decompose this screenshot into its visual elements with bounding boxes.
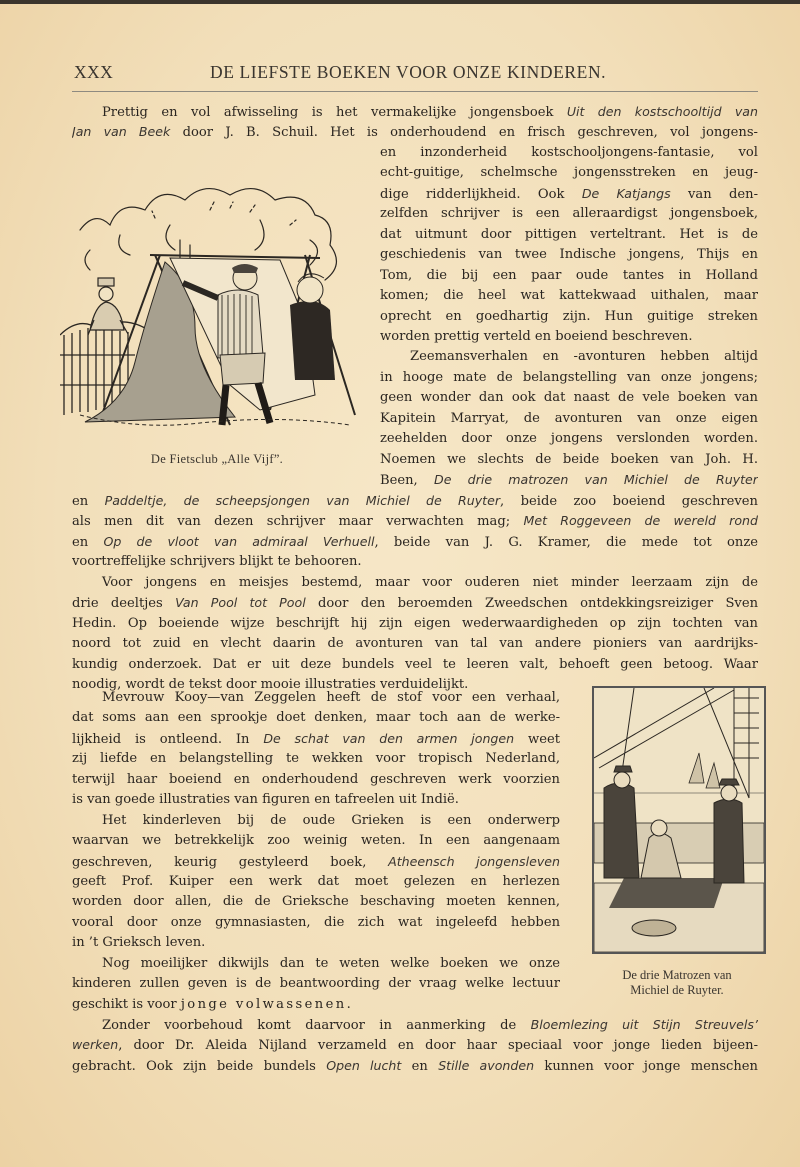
text-line: Mevrouw Kooy—van Zeggelen heeft de stof voor een verhaal, — [102, 690, 560, 705]
text-line: Prettig en vol afwisseling is het vermakelijke jongensboek Uit den kostschooltijd van — [102, 104, 758, 120]
figure-caption-matrozen — [584, 968, 770, 998]
text-line: Tom, die bij een paar oude tantes in Holland — [380, 267, 758, 283]
text-line: zelfden schrijver is een alleraardigst jongensboek, — [380, 206, 758, 222]
text-line: worden prettig verteld en boeiend beschreven. — [380, 328, 693, 344]
text-line: geeft Prof. Kuiper een werk dat moet gelezen en herlezen — [72, 873, 560, 889]
book-title: Van Pool tot Pool — [175, 595, 306, 611]
text-line: is van goede illustraties van figuren en tafreelen uit Indië. — [72, 792, 459, 808]
text-line: drie deeltjes Van Pool tot Pool door den beroemden Zweedschen ontdekkingsreiziger Sven — [72, 595, 758, 612]
text-line: Nog moeilijker dikwijls dan te weten welke boeken we onze — [102, 955, 560, 971]
paragraph-1 — [72, 102, 758, 143]
text-line: waarvan we betrekkelijk zoo weinig weten. In een aangenaam — [72, 833, 560, 849]
running-header — [72, 62, 758, 84]
paragraph-1-wrapped — [380, 143, 758, 490]
cyclist — [88, 278, 128, 335]
book-title: De drie matrozen van Michiel de Ruyter — [434, 472, 758, 487]
text-line: oprecht en goedhartig zijn. Hun guitige streken — [380, 308, 758, 324]
page-top-edge — [0, 0, 800, 4]
text-line: geen wonder dan ook dat naast de vele boeken van — [380, 390, 758, 406]
text-line: Het kinderleven bij de oude Grieken is een onderwerp — [102, 812, 560, 828]
text-line: kundig onderzoek. Dat er uit deze bundels veel te leeren valt, behoeft geen betoog. Waar — [72, 656, 758, 672]
text-line: geschikt is voor jonge volwassenen. — [72, 996, 354, 1012]
text-line: Zonder voorbehoud komt daarvoor in aanmerking de Bloemlezing uit Stijn Streuvels’ — [102, 1017, 758, 1033]
text-line: en Paddeltje, de scheepsjongen van Michiel de Ruyter, beide zoo boeiend geschreven — [72, 493, 758, 509]
book-title: De Katjangs — [581, 185, 671, 201]
paragraph-2 — [72, 491, 758, 695]
text-line: lijkheid is ontleend. In De schat van den armen jongen weet — [72, 730, 560, 747]
text-line: vooral door onze gymnasiasten, die zich wat ingeleefd hebben — [72, 914, 560, 930]
text-line: Kapitein Marryat, de avonturen van onze eigen — [380, 410, 758, 426]
text-line: en Op de vloot van admiraal Verhuell, beide van J. G. Kramer, die mede tot onze — [72, 533, 758, 550]
figure-caption-fietsclub: De Fietsclub „Alle Vijf”. — [150, 452, 284, 466]
book-title: Met Roggeveen de wereld rond — [523, 513, 758, 529]
book-title: Op de vloot van admiraal Verhuell — [103, 533, 375, 549]
text-line: Hedin. Op boeiende wijze beschrijft hij zijn eigen wederwaardigheden op zijn tochten van — [72, 615, 758, 631]
text-line: worden door allen, die de Grieksche beschaving moeten kennen, — [72, 894, 560, 910]
book-title: Paddeltje, de scheepsjongen van Michiel de Ruyter — [104, 493, 501, 508]
text-line: voortreffelijke schrijvers blijkt te behooren. — [72, 554, 362, 570]
text-line: zeehelden door onze jongens verslonden worden. — [380, 431, 758, 447]
deck — [594, 878, 764, 952]
book-title: De schat van den armen jongen — [263, 730, 515, 746]
text-line: gebracht. Ook zijn beide bundels Open lucht en Stille avonden kunnen voor jonge menschen — [72, 1057, 758, 1074]
text-line: en inzonderheid kostschooljongens-fantasie, vol — [380, 145, 758, 160]
text-line: kinderen zullen geven is de beantwoording der vraag welke lectuur — [72, 976, 560, 992]
text-line: geschiedenis van twee Indische jongens, Thijs en — [380, 247, 758, 263]
text-line: komen; die heel wat kattekwaad uithalen, maar — [380, 288, 758, 304]
text-line: dige ridderlijkheid. Ook De Katjangs van den- — [380, 185, 758, 202]
text-line: dat uitmunt door pittigen verteltrant. Het is de — [380, 226, 758, 242]
text-line: werken, door Dr. Aleida Nijland verzameld en door haar speciaal voor jonge lieden bijeen- — [72, 1037, 758, 1054]
barrel — [632, 920, 676, 936]
text-line: Jan van Beek door J. B. Schuil. Het is onderhoudend en frisch geschreven, vol jongens- — [72, 124, 758, 141]
book-title: Jan van Beek — [72, 124, 171, 140]
illustration-matrozen — [592, 686, 766, 954]
text-line: geschreven, keurig gestyleerd boek, Atheensch jongensleven — [72, 853, 560, 870]
paragraph-4 — [72, 688, 560, 1015]
text-line: zij liefde en belangstelling te wekken voor tropisch Nederland, — [72, 751, 560, 767]
text-line: Noemen we slechts de beide boeken van Joh. H. — [380, 451, 758, 467]
header-rule — [72, 91, 758, 92]
text-line: noord tot zuid en vlecht daarin de avonturen van tal van andere pioniers van aardrijks- — [72, 636, 758, 652]
text-line: dat soms aan een sprookje doet denken, maar toch aan de werke- — [72, 710, 560, 726]
boy-dark-jacket — [290, 274, 335, 380]
book-title: Stille avonden — [438, 1057, 535, 1073]
text-line: noodig, wordt de tekst door mooie illustraties verduidelijkt. — [72, 676, 469, 692]
text-line: Voor jongens en meisjes bestemd, maar voor ouderen niet minder leerzaam zijn de — [102, 574, 758, 590]
book-title: werken — [72, 1037, 119, 1053]
illustration-fietsclub — [60, 170, 360, 435]
text-line: Been, De drie matrozen van Michiel de Ruyter — [380, 472, 758, 488]
book-title: Uit den kostschooltijd van — [566, 104, 758, 119]
text-line: als men dit van dezen schrijver maar verwachten mag; Met Roggeveen de wereld rond — [72, 513, 758, 530]
text-line: in ’t Grieksch leven. — [72, 935, 206, 951]
caption-line: Michiel de Ruyter. — [630, 983, 724, 997]
emphasized-text: jonge volwassenen. — [180, 996, 354, 1012]
text-line: in hooge mate de belangstelling van onze jongens; — [380, 369, 758, 385]
text-line: Zeemansverhalen en -avonturen hebben altijd — [410, 349, 758, 365]
book-title: Atheensch jongensleven — [388, 853, 560, 869]
running-title: DE LIEFSTE BOEKEN VOOR ONZE KINDEREN. — [210, 62, 607, 82]
page-number: XXX — [74, 62, 114, 82]
paragraph-7 — [72, 1015, 758, 1076]
book-title: Bloemlezing uit Stijn Streuvels’ — [530, 1017, 758, 1032]
text-line: terwijl haar boeiend en onderhoudend geschreven werk voorzien — [72, 771, 560, 787]
caption-line: De drie Matrozen van — [622, 968, 732, 982]
book-title: Open lucht — [326, 1057, 402, 1073]
text-line: echt-guitige, schelmsche jongensstreken en jeug- — [380, 165, 758, 181]
